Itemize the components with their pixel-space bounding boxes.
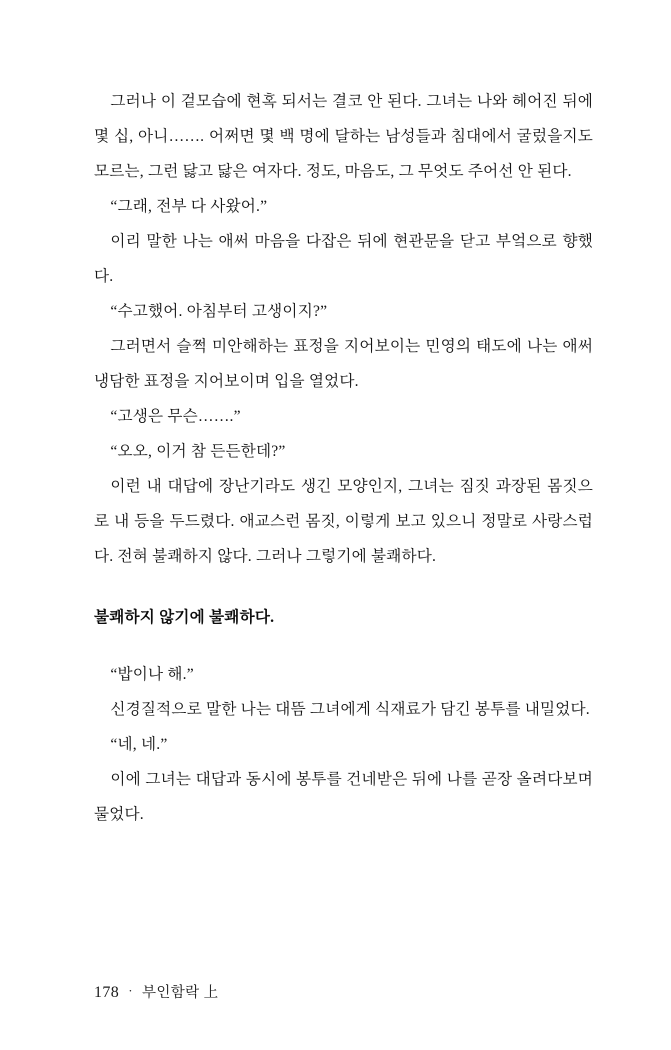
paragraph: 이런 내 대답에 장난기라도 생긴 모양인지, 그녀는 짐짓 과장된 몸짓으로 내 등을 두드렸다. 애교스런 몸짓, 이렇게 보고 있으니 정말로 사랑스럽다. 전혀 불쾌하지 않다. 그러나 그렇기에 불쾌하다.	[94, 478, 593, 565]
paragraph: “수고했어. 아침부터 고생이지?”	[110, 303, 328, 320]
section-spacer	[94, 635, 593, 657]
paragraph: “오오, 이거 참 든든한데?”	[110, 443, 286, 460]
page-footer	[94, 981, 219, 1002]
paragraph: “그래, 전부 다 사왔어.”	[110, 198, 268, 215]
page-body	[94, 84, 593, 832]
paragraph: “네, 네.”	[110, 736, 168, 753]
paragraph: 그러면서 슬쩍 미안해하는 표정을 지어보이는 민영의 태도에 나는 애써 냉담한 표정을 지어보이며 입을 열었다.	[94, 338, 593, 390]
paragraph: 이리 말한 나는 애써 마음을 다잡은 뒤에 현관문을 닫고 부엌으로 향했다.	[94, 233, 593, 285]
section-spacer	[94, 574, 593, 600]
page-number: 178	[94, 984, 120, 1001]
footer-separator: ·	[128, 983, 133, 998]
paragraph: 이에 그녀는 대답과 동시에 봉투를 건네받은 뒤에 나를 곧장 올려다보며 물었다.	[94, 771, 593, 823]
paragraph: “고생은 무슨…….”	[110, 408, 241, 425]
paragraph: 신경질적으로 말한 나는 대뜸 그녀에게 식재료가 담긴 봉투를 내밀었다.	[110, 701, 590, 718]
book-title: 부인함락 上	[141, 985, 219, 1001]
paragraph: “밥이나 해.”	[110, 666, 194, 683]
emphasis-line: 불쾌하지 않기에 불쾌하다.	[94, 609, 275, 626]
paragraph: 그러나 이 겉모습에 현혹 되서는 결코 안 된다. 그녀는 나와 헤어진 뒤에 몇 십, 아니……. 어쩌면 몇 백 명에 달하는 남성들과 침대에서 굴렀을지도 모르는, 그런 닳고 닳은 여자다. 정도, 마음도, 그 무엇도 주어선 안 된다.	[94, 93, 593, 180]
